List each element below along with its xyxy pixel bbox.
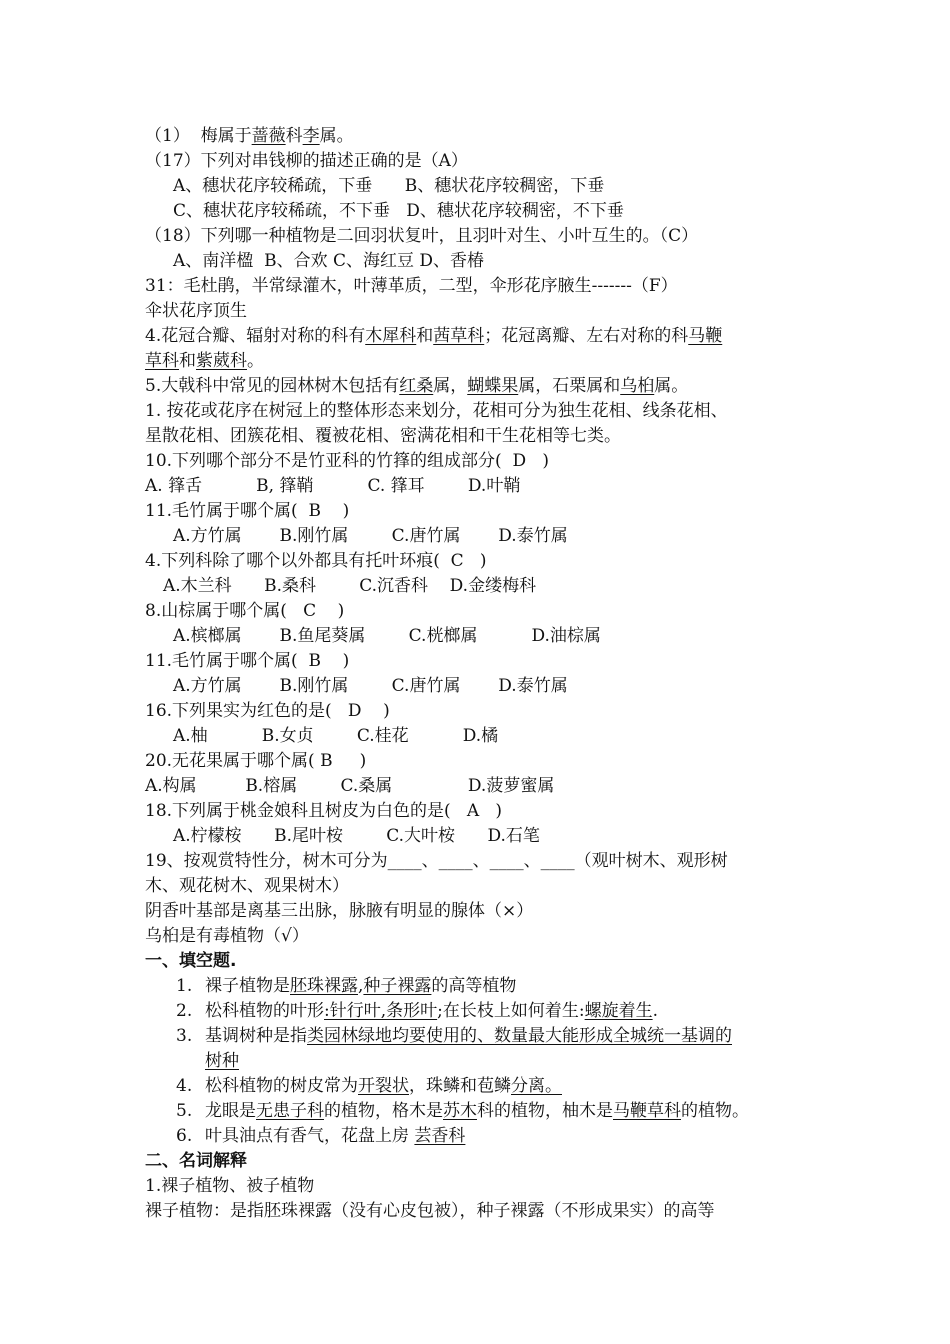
list-number: 2. [176,1001,193,1021]
section-heading-terms: 二、名词解释 [145,1151,247,1171]
question-19-cont: 木、观花树木、观果树木） [145,876,349,896]
option-line: A.柚 B.女贞 C.桂花 D.橘 [173,726,499,746]
fill-line-5: 5.大戟科中常见的园林树木包括有红桑属，蝴蝶果属，石栗属和乌桕属。 [145,376,689,396]
option-line: A.槟榔属 B.鱼尾葵属 C.桄榔属 D.油棕属 [173,626,601,646]
question-17: （17）下列对串钱柳的描述正确的是（A） [145,151,468,171]
list-number: 5. [176,1101,193,1121]
list-item: 叶具油点有香气，花盘上房 芸香科 [205,1126,466,1146]
question-11-repeat: 11.毛竹属于哪个属( B ) [145,651,350,671]
question-16: 16.下列果实为红色的是( D ) [145,701,390,721]
option-line: A.构属 B.榕属 C.桑属 D.菠萝蜜属 [145,776,555,796]
list-number: 1. [176,976,193,996]
list-item: 松科植物的树皮常为开裂状，珠鳞和苞鳞分离。 [205,1076,562,1096]
question-20: 20.无花果属于哪个属( B ) [145,751,367,771]
option-line: A.柠檬桉 B.尾叶桉 C.大叶桉 D.石笔 [173,826,540,846]
judge-line: 乌桕是有毒植物（√） [145,926,309,946]
list-item: 基调树种是指类园林绿地均要使用的、数量最大能形成全城统一基调的 [205,1026,732,1046]
question-8: 8.山棕属于哪个属( C ) [145,601,345,621]
option-line: C、穗状花序较稀疏，不下垂 D、穗状花序较稠密，不下垂 [173,201,624,221]
option-line: A. 箨舌 B, 箨鞘 C. 箨耳 D.叶鞘 [145,476,521,496]
term-title: 1.裸子植物、被子植物 [145,1176,315,1196]
paragraph-line: 星散花相、团簇花相、覆被花相、密满花相和干生花相等七类。 [145,426,621,446]
answer-line: 伞状花序顶生 [145,301,247,321]
question-10: 10.下列哪个部分不是竹亚科的竹箨的组成部分( D ) [145,451,549,471]
fill-line-4: 4.花冠合瓣、辐射对称的科有木犀科和茜草科；花冠离瓣、左右对称的科马鞭 [145,326,723,346]
question-31: 31：毛杜鹃，半常绿灌木，叶薄革质，二型，伞形花序腋生-------（F） [145,276,678,296]
list-item: 松科植物的叶形:针行叶,条形叶;在长枝上如何着生:螺旋着生. [205,1001,659,1021]
term-definition: 裸子植物：是指胚珠裸露（没有心皮包被），种子裸露（不形成果实）的高等 [145,1201,715,1221]
list-item-cont: 树种 [205,1051,239,1071]
question-4: 4.下列科除了哪个以外都具有托叶环痕( C ) [145,551,487,571]
question-11: 11.毛竹属于哪个属( B ) [145,501,350,521]
option-line: A、南洋楹 B、合欢 C、海红豆 D、香椿 [173,251,485,271]
judge-line: 阴香叶基部是离基三出脉，脉腋有明显的腺体（×） [145,901,534,921]
fill-line-4-cont: 草科和紫葳科。 [145,351,264,371]
option-line: A.方竹属 B.刚竹属 C.唐竹属 D.泰竹属 [173,526,568,546]
line-plum: （1） 梅属于蔷薇科李属。 [145,126,354,146]
option-line: A、穗状花序较稀疏，下垂 B、穗状花序较稠密，下垂 [173,176,605,196]
question-19: 19、按观赏特性分，树木可分为____、____、____、____（观叶树木、观形树 [145,851,728,871]
list-number: 4. [176,1076,193,1096]
list-item: 裸子植物是胚珠裸露,种子裸露的高等植物 [205,976,517,996]
paragraph-line: 1. 按花或花序在树冠上的整体形态来划分，花相可分为独生花相、线条花相、 [145,401,728,421]
section-heading-fill: 一、填空题. [145,951,237,971]
list-item: 龙眼是无患子科的植物，格木是苏木科的植物，柚木是马鞭草科的植物。 [205,1101,749,1121]
list-number: 3. [176,1026,193,1046]
list-number: 6. [176,1126,193,1146]
question-18: （18）下列哪一种植物是二回羽状复叶，且羽叶对生、小叶互生的。（C） [145,226,699,246]
option-line: A.木兰科 B.桑科 C.沉香科 D.金缕梅科 [163,576,537,596]
option-line: A.方竹属 B.刚竹属 C.唐竹属 D.泰竹属 [173,676,568,696]
question-18b: 18.下列属于桃金娘科且树皮为白色的是( A ) [145,801,502,821]
